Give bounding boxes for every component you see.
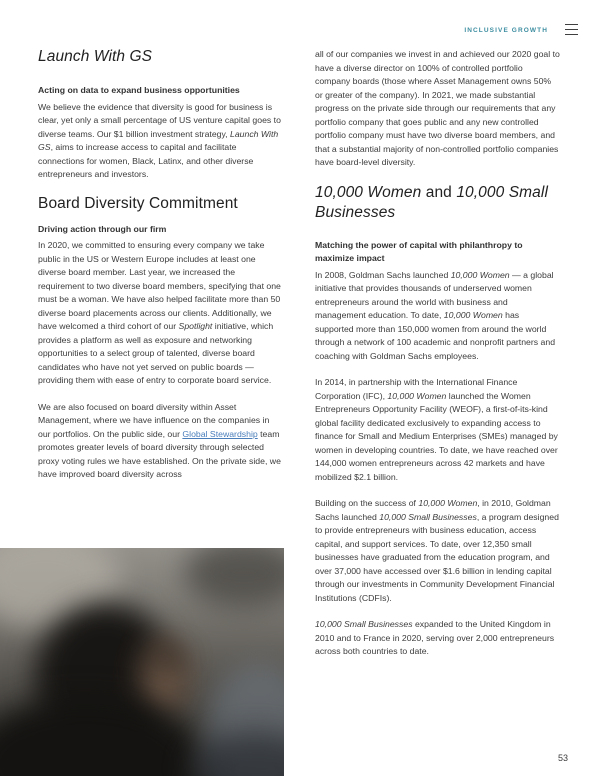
subhead-acting-on-data: Acting on data to expand business opportunities — [38, 85, 240, 95]
paragraph-board-diversity-2: We are also focused on board diversity within Asset Management, where we have influence on the companies in our portfolios. On the public side, our Global Stewardship team promotes greater levels of board diversity through selected proxy voting rules we have established. On the private side, we have improved board diversity across — [38, 401, 281, 479]
left-column — [38, 48, 283, 495]
paragraph-uk-france-expansion: 10,000 Small Businesses expanded to the United Kingdom in 2010 and to France in 2020, serving over 2,000 entrepreneurs across both countries to date. — [315, 619, 555, 656]
heading-launch-with-gs: Launch With GS — [38, 48, 153, 65]
global-stewardship-link[interactable]: Global Stewardship — [182, 428, 258, 439]
paragraph-board-diversity-1: In 2020, we committed to ensuring every company we take public in the US or Western Europe includes at least one diverse board member. Last year, we increased the requirement to two diverse board members, specifying that one must be a woman. We have also helped facilitate more than 50 diverse board placements across our clients. Additionally, we have welcomed a third cohort of our Spotlight initiative, which provides a platform as well as exposure and networking opportunities to a select group of talented, diverse board candidates who have not yet served on public boards — providing them with ease of entry to corporate board service. — [38, 240, 281, 385]
italic-text: 10,000 Small Businesses — [379, 511, 477, 522]
page-number: 53 — [557, 753, 568, 763]
italic-text: Spotlight — [178, 321, 213, 331]
paragraph-weof: In 2014, in partnership with the International Finance Corporation (IFC), 10,000 Women launched the Women Entrepreneurs Opportunity Facility (WEOF), a first-of-its-kind global facility dedicated exclusively to expanding access to finance for Small and Medium Enterprises (SMEs) managed by women in developing countries. To date, we have reached over 144,000 women entrepreneurs across 42 markets and have mobilized $2.1 billion. — [315, 377, 558, 482]
italic-text: 10,000 Small Businesses — [315, 183, 548, 221]
paragraph-launch-with-gs: We believe the evidence that diversity is good for business is clear, yet only a small percentage of US venture capital goes to diverse teams. Our $1 billion investment strategy, Launch With GS, aims to increase access to capital and facilitate connections for women, Black, Latinx, and other diverse entrepreneurs and investors. — [38, 101, 281, 179]
italic-text: 10,000 Women — [443, 310, 503, 320]
menu-bar — [565, 24, 578, 25]
photo-blur-shape — [145, 653, 185, 665]
heading-10000-women-small-businesses: 10,000 Women and 10,000 Small Businesses — [315, 183, 548, 221]
italic-text: 10,000 Women — [418, 498, 478, 508]
menu-bar — [565, 29, 578, 30]
hamburger-menu-icon[interactable] — [565, 24, 578, 35]
subhead-matching-capital-philanthropy: Matching the power of capital with philanthropy to maximize impact — [315, 239, 523, 263]
italic-text: 10,000 Women — [450, 269, 510, 280]
italic-text: 10,000 Women — [315, 183, 422, 201]
italic-text: 10,000 Small Businesses — [315, 619, 413, 629]
paragraph-board-diversity-continued: all of our companies we invest in and achieved our 2020 goal to have a diverse director on 100% of controlled portfolio company boards (those where Asset Management owns 50% or greater of the company). In 2021, we made substantial progress on the private side through our requirements that any portfolio company that goes public and any new controlled portfolio company must have two diverse board members, and that a substantial majority of non-controlled portfolio companies have board-level diversity. — [315, 49, 560, 167]
right-column — [315, 48, 560, 672]
subhead-driving-action: Driving action through our firm — [38, 223, 167, 234]
photo-blurred-person-office — [0, 548, 284, 776]
paragraph-10000-women: In 2008, Goldman Sachs launched 10,000 Women — a global initiative that provides thousands of underserved women entrepreneurs around the world with business and management education. To date, 10,000 Women has supported more than 150,000 women from around the world through a network of 100 academic and nonprofit partners and coaching with Goldman Sachs employees. — [315, 269, 556, 361]
italic-text: Launch With GS — [38, 128, 279, 152]
paragraph-10000-small-businesses: Building on the success of 10,000 Women, in 2010, Goldman Sachs launched 10,000 Small Businesses, a program designed to provide entrepreneurs with business education, access capital, and support services. To date, over 12,350 small businesses have graduated from the education program, and over 37,000 have accessed over $1.6 billion in lending capital through our investments in Community Development Financial Institutions (CDFIs). — [315, 498, 559, 603]
photo-blur-shape — [140, 638, 190, 713]
heading-board-diversity-commitment: Board Diversity Commitment — [38, 194, 238, 212]
section-label: INCLUSIVE GROWTH — [464, 27, 548, 34]
menu-bar — [565, 34, 578, 35]
italic-text: 10,000 Women — [387, 390, 447, 401]
